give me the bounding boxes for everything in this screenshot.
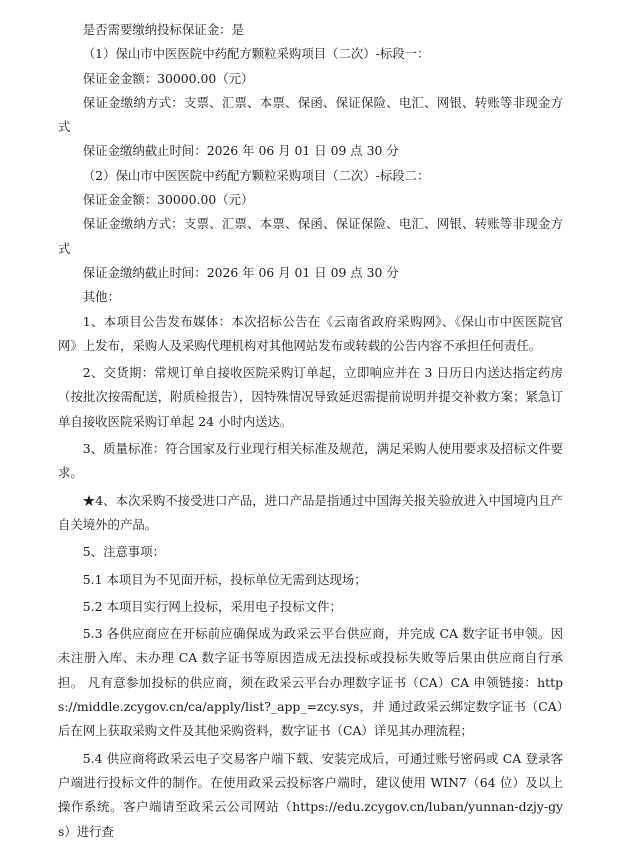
lot-1-payment-method: 保证金缴纳方式：支票、汇票、本票、保函、保证保险、电汇、网银、转账等非现金方式 bbox=[58, 94, 563, 135]
note-5-2: 5.2 本项目实行网上投标，采用电子投标文件； bbox=[82, 598, 342, 614]
item-2-delivery: 2、交货期：常规订单自接收医院采购订单起，立即响应并在 3 日历日内送达指定药房（按批次按需配送，附质检报告），因特殊情况导致延迟需提前说明并提交补救方案；紧急订单自接收医院采购订单起 24 小时内送达。 bbox=[58, 365, 563, 429]
lot-2-payment-method: 保证金缴纳方式：支票、汇票、本票、保函、保证保险、电汇、网银、转账等非现金方式 bbox=[58, 216, 563, 256]
lot-1-deposit-amount: 保证金金额：30000.00（元） bbox=[82, 70, 254, 86]
item-4-no-import: ★4、本次采购不接受进口产品，进口产品是指通过中国海关报关验放进入中国境内且产自关境外的产品。 bbox=[58, 492, 563, 532]
lot-2-deadline: 保证金缴纳截止时间：2026 年 06 月 01 日 09 点 30 分 bbox=[82, 264, 399, 280]
note-5-3: 5.3 各供应商应在开标前应确保成为政采云平台供应商，并完成 CA 数字证书申领。因未注册入库、未办理 CA 数字证书等原因造成无法投标或投标失败等后果由供应商自行承担。 凡有意参加投标的供应商，须在政采云平台办理数字证书（CA）CA 申领链接：https://middle.zcygov.cn/ca/apply/list?_app_=zcy.sys，并 通过政采云绑定数字证书（CA）后在网上获取采购文件及其他采购资料，数字证书（CA）详见其办理流程； bbox=[58, 626, 563, 739]
other-heading: 其他： bbox=[82, 289, 120, 305]
item-5-notes-heading: 5、注意事项： bbox=[82, 544, 166, 560]
lot-1-deadline: 保证金缴纳截止时间：2026 年 06 月 01 日 09 点 30 分 bbox=[82, 143, 399, 159]
note-5-1: 5.1 本项目为不见面开标，投标单位无需到达现场； bbox=[82, 571, 367, 587]
lot-2-title: （2）保山市中医医院中药配方颗粒采购项目（二次）-标段二： bbox=[82, 167, 430, 183]
deposit-required: 是否需要缴纳投标保证金：是 bbox=[82, 22, 244, 37]
lot-2-deposit-amount: 保证金金额：30000.00（元） bbox=[82, 192, 254, 208]
item-3-quality: 3、质量标准：符合国家及行业现行相关标准及规范，满足采购人使用要求及招标文件要求。 bbox=[58, 441, 563, 481]
note-5-4: 5.4 供应商将政采云电子交易客户端下载、安装完成后，可通过账号密码或 CA 登录客户端进行投标文件的制作。在使用政采云投标客户端时，建议使用 WIN7（64 位）及以上操作系统。客户端请至政采云公司网站（https://edu.zcygov.cn/luban/yunnan-dzjy-gys）进行查 bbox=[58, 750, 563, 839]
lot-1-title: （1）保山市中医医院中药配方颗粒采购项目（二次）-标段一： bbox=[82, 46, 430, 62]
item-1-media: 1、本项目公告发布媒体：本次招标公告在《云南省政府采购网》、《保山市中医医院官网》上发布，采购人及采购代理机构对其他网站发布或转载的公告内容不承担任何责任。 bbox=[58, 313, 563, 353]
